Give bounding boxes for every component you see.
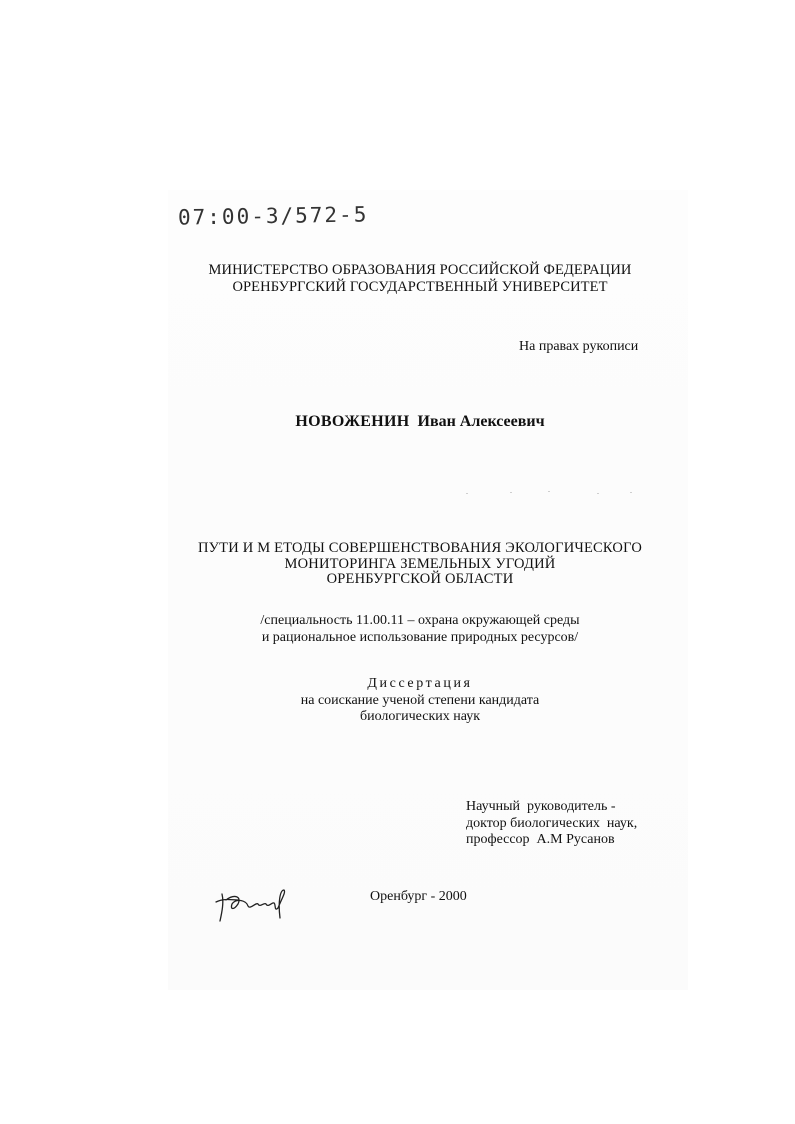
scan-background xyxy=(168,190,688,990)
handwritten-signature xyxy=(212,888,292,926)
dissertation-heading: Диссертация xyxy=(367,676,473,691)
degree-line: на соискание ученой степени кандидата xyxy=(300,692,540,708)
dissertation-title xyxy=(0,541,795,588)
author-given-names: Иван Алексеевич xyxy=(417,413,545,430)
author-surname: НОВОЖЕНИН xyxy=(295,413,410,430)
degree-line: биологических наук xyxy=(359,709,481,724)
ministry-line: МИНИСТЕРСТВО ОБРАЗОВАНИЯ РОССИЙСКОЙ ФЕДЕРАЦИИ xyxy=(208,262,632,278)
dissertation-type xyxy=(0,676,795,726)
scan-speck xyxy=(466,493,468,494)
advisor-line: профессор А.М Русанов xyxy=(466,832,615,847)
advisor-line: доктор биологических наук, xyxy=(466,815,638,831)
title-line: ПУТИ И М ЕТОДЫ СОВЕРШЕНСТВОВАНИЯ ЭКОЛОГИЧЕСКОГО xyxy=(198,540,642,556)
ministry-header xyxy=(0,262,795,295)
archive-stamp: 07:00-3/572-5 xyxy=(177,202,369,230)
scan-speck xyxy=(630,492,632,493)
title-line: МОНИТОРИНГА ЗЕМЕЛЬНЫХ УГОДИЙ xyxy=(284,555,556,572)
specialty-line: /специальность 11.00.11 – охрана окружающей среды xyxy=(260,613,580,628)
scientific-advisor xyxy=(466,799,637,849)
specialty xyxy=(0,613,795,646)
scan-speck xyxy=(548,491,550,492)
place-and-year: Оренбург - 2000 xyxy=(370,889,467,904)
manuscript-rights: На правах рукописи xyxy=(519,339,639,354)
scan-speck xyxy=(510,492,512,493)
university-line: ОРЕНБУРГСКИЙ ГОСУДАРСТВЕННЫЙ УНИВЕРСИТЕТ xyxy=(232,278,608,295)
title-line: ОРЕНБУРГСКОЙ ОБЛАСТИ xyxy=(326,571,514,587)
author-name xyxy=(0,413,795,431)
scan-speck xyxy=(597,493,599,494)
advisor-line: Научный руководитель - xyxy=(466,799,616,814)
specialty-line: и рациональное использование природных ресурсов/ xyxy=(261,629,579,645)
